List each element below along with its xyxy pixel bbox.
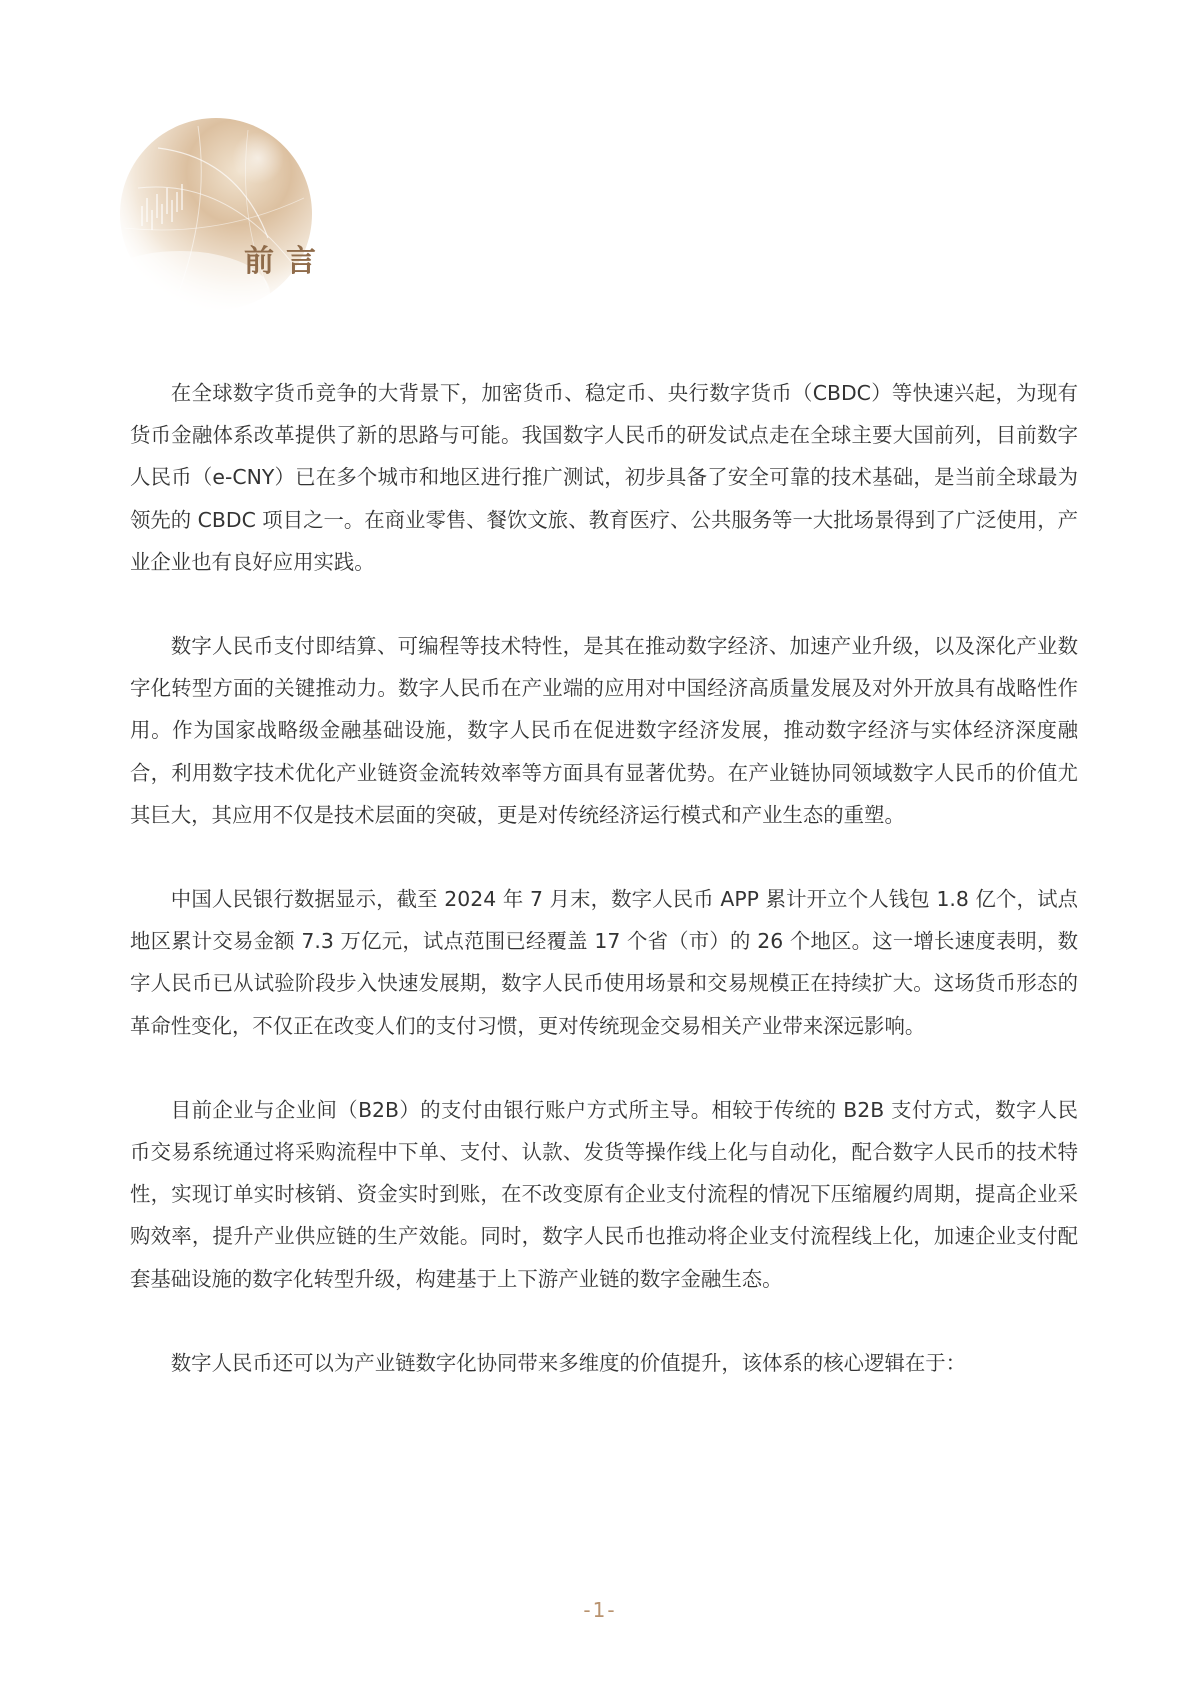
gold-globe-emblem-icon bbox=[118, 118, 334, 328]
page-title: 前言 bbox=[244, 244, 328, 279]
paragraph: 在全球数字货币竞争的大背景下，加密货币、稳定币、央行数字货币（CBDC）等快速兴起，为现有货币金融体系改革提供了新的思路与可能。我国数字人民币的研发试点走在全球主要大国前列，目前数字人民币（e-CNY）已在多个城市和地区进行推广测试，初步具备了安全可靠的技术基础，是当前全球最为领先的 CBDC 项目之一。在商业零售、餐饮文旅、教育医疗、公共服务等一大批场景得到了广泛使用，产业企业也有良好应用实践。 bbox=[130, 381, 1078, 574]
paragraph: 数字人民币还可以为产业链数字化协同带来多维度的价值提升，该体系的核心逻辑在于： bbox=[170, 1350, 967, 1375]
paragraph: 目前企业与企业间（B2B）的支付由银行账户方式所主导。相较于传统的 B2B 支付方式，数字人民币交易系统通过将采购流程中下单、支付、认款、发货等操作线上化与自动化，配合数字人民币的技术特性，实现订单实时核销、资金实时到账，在不改变原有企业支付流程的情况下压缩履约周期，提高企业采购效率，提升产业供应链的生产效能。同时，数字人民币也推动将企业支付流程线上化，加速企业支付配套基础设施的数字化转型升级，构建基于上下游产业链的数字金融生态。 bbox=[130, 1097, 1078, 1291]
body-text bbox=[130, 372, 1078, 1426]
paragraph: 中国人民银行数据显示，截至 2024 年 7 月末，数字人民币 APP 累计开立个人钱包 1.8 亿个，试点地区累计交易金额 7.3 万亿元，试点范围已经覆盖 17 个省（市）的 26 个地区。这一增长速度表明，数字人民币已从试验阶段步入快速发展期，数字人民币使用场景和交易规模正在持续扩大。这场货币形态的革命性变化，不仅正在改变人们的支付习惯，更对传统现金交易相关产业带来深远影响。 bbox=[130, 887, 1078, 1038]
page-number: -1- bbox=[583, 1598, 617, 1622]
paragraph: 数字人民币支付即结算、可编程等技术特性，是其在推动数字经济、加速产业升级，以及深化产业数字化转型方面的关键推动力。数字人民币在产业端的应用对中国经济高质量发展及对外开放具有战略性作用。作为国家战略级金融基础设施，数字人民币在促进数字经济发展，推动数字经济与实体经济深度融合，利用数字技术优化产业链资金流转效率等方面具有显著优势。在产业链协同领域数字人民币的价值尤其巨大，其应用不仅是技术层面的突破，更是对传统经济运行模式和产业生态的重塑。 bbox=[130, 634, 1078, 827]
